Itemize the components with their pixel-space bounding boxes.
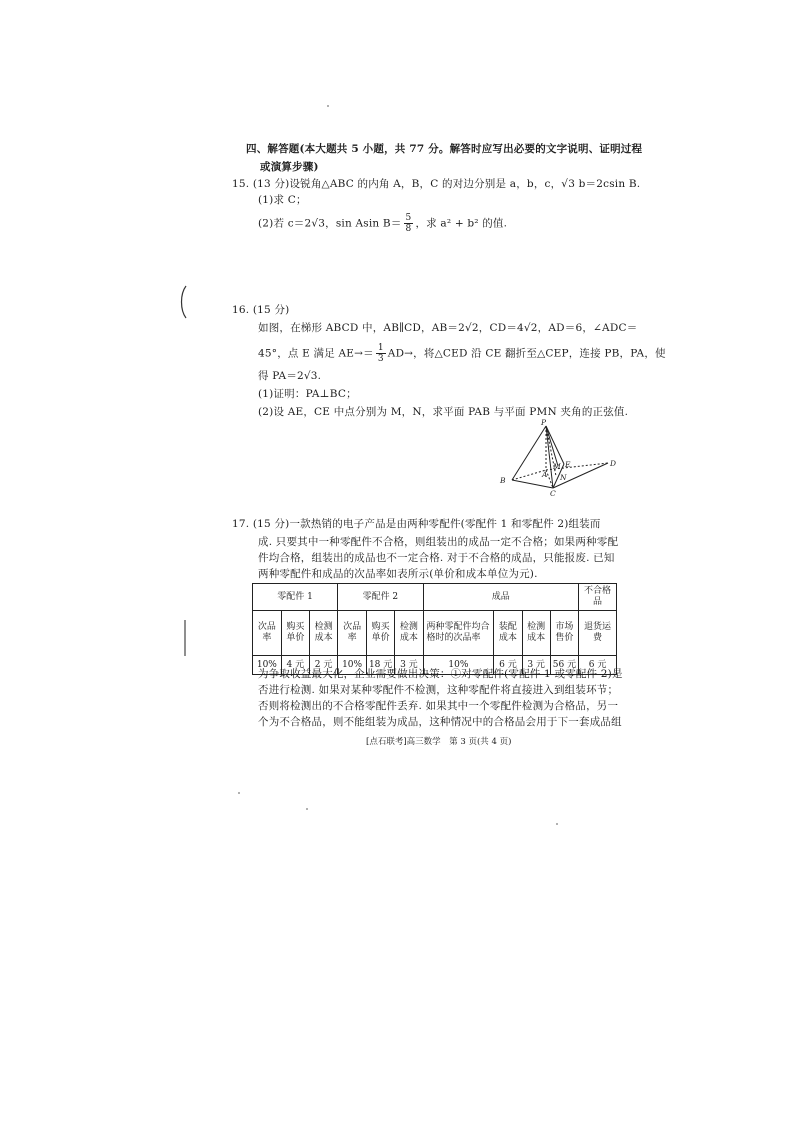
q16-part1: (1)证明：PA⊥BC； bbox=[258, 388, 357, 400]
q16-line1: 如图，在梯形 ABCD 中，AB∥CD，AB＝2√2，CD＝4√2，AD＝6，∠ADC＝ bbox=[258, 322, 638, 334]
q16-frac-num: 1 bbox=[377, 343, 384, 353]
q17-after3: 否则将检测出的不合格零配件丢弃. 如果其中一个零配件检测为合格品，另一 bbox=[258, 700, 619, 712]
section-title: 四、解答题(本大题共 5 小题，共 77 分。解答时应写出必要的文字说明、证明过程 bbox=[246, 143, 643, 155]
q17-after4: 个为不合格品，则不能组装为成品，这种情况中的合格品会用于下一套成品组 bbox=[258, 716, 622, 728]
table-header-cell: 次品率 bbox=[338, 611, 367, 656]
q16-score: (15 分) bbox=[252, 304, 290, 316]
table-header-cell: 两种零配件均合格时的次品率 bbox=[423, 611, 494, 656]
q16-line2-text-b: AD→，将△CED 沿 CE 翻折至△CEP，连接 PB，PA，使 bbox=[387, 347, 666, 360]
q15-frac-num: 5 bbox=[405, 213, 412, 223]
q17-line4: 两种零配件和成品的次品率如表所示(单价和成本单位为元). bbox=[258, 568, 538, 580]
table-header-cell: 次品率 bbox=[253, 611, 282, 656]
q15-stem bbox=[232, 177, 640, 191]
scan-speck bbox=[306, 808, 308, 810]
section-title-cont: 或演算步骤) bbox=[260, 161, 319, 173]
q15-part2-text-a: (2)若 c＝2√3，sin Asin B＝ bbox=[258, 217, 402, 230]
q15-part1: (1)求 C； bbox=[258, 194, 307, 206]
table-header-cell: 装配成本 bbox=[494, 611, 522, 656]
scan-speck bbox=[556, 823, 558, 825]
q15-frac-den: 8 bbox=[405, 224, 412, 234]
group-product: 成品 bbox=[423, 584, 579, 611]
table-cell: 56 元 bbox=[550, 656, 578, 675]
q15-part2-text-b: ，求 a² + b² 的值. bbox=[415, 217, 508, 230]
table-cell: 6 元 bbox=[579, 656, 617, 675]
q15-stem-text: (13 分)设锐角△ABC 的内角 A，B，C 的对边分别是 a，b，c，√3 b＝2csin B. bbox=[252, 178, 641, 190]
q15-part2 bbox=[258, 213, 507, 234]
table-cell: 3 元 bbox=[395, 656, 423, 675]
q16-header bbox=[232, 303, 289, 317]
q17-line1-text: (15 分)一款热销的电子产品是由两种零配件(零配件 1 和零配件 2)组装而 bbox=[252, 518, 601, 530]
table-header-cell: 检测成本 bbox=[522, 611, 550, 656]
q16-line3: 得 PA＝2√3. bbox=[258, 370, 322, 382]
label-c: C bbox=[550, 489, 556, 498]
q15-number: 15. bbox=[232, 178, 250, 190]
label-n: N bbox=[560, 473, 567, 482]
q16-part2: (2)设 AE，CE 中点分别为 M，N，求平面 PAB 与平面 PMN 夹角的正弦值. bbox=[258, 406, 629, 418]
label-m: M bbox=[553, 462, 561, 471]
table-header-cell: 检测成本 bbox=[309, 611, 337, 656]
q17-line1 bbox=[232, 517, 601, 531]
table-header-cell: 购买单价 bbox=[366, 611, 394, 656]
q16-line2-text-a: 45°，点 E 满足 AE→＝ bbox=[258, 347, 374, 360]
table-cell: 10% bbox=[423, 656, 494, 675]
binding-mark bbox=[180, 618, 190, 658]
q17-after1: 为争取收益最大化，企业需要做出决策：①对零配件(零配件 1 或零配件 2)是 bbox=[258, 668, 623, 680]
defect-rate-table bbox=[252, 583, 617, 675]
group-defective: 不合格品 bbox=[579, 584, 617, 611]
group-part2: 零配件 2 bbox=[338, 584, 423, 611]
table-cell: 2 元 bbox=[309, 656, 337, 675]
table-cell: 10% bbox=[338, 656, 367, 675]
table-group-row bbox=[253, 584, 617, 611]
q16-line2 bbox=[258, 343, 666, 364]
label-d: D bbox=[610, 459, 617, 468]
table-cell: 18 元 bbox=[366, 656, 394, 675]
q17-line2: 成. 只要其中一种零配件不合格，则组装出的成品一定不合格；如果两种零配 bbox=[258, 536, 619, 548]
q15-fraction bbox=[404, 213, 414, 234]
scan-speck bbox=[327, 105, 329, 107]
q17-number: 17. bbox=[232, 518, 250, 530]
table-cell: 6 元 bbox=[494, 656, 522, 675]
table-header-cell: 退货运费 bbox=[579, 611, 617, 656]
q16-frac-den: 3 bbox=[377, 354, 384, 364]
q17-after2: 否进行检测. 如果对某种零配件不检测，这种零配件将直接进入到组装环节； bbox=[258, 684, 619, 696]
table-header-cell: 市场售价 bbox=[550, 611, 578, 656]
label-b: B bbox=[500, 476, 506, 485]
table-cell: 4 元 bbox=[281, 656, 309, 675]
table-header-cell: 购买单价 bbox=[281, 611, 309, 656]
table-cell: 3 元 bbox=[522, 656, 550, 675]
q16-fraction bbox=[376, 343, 386, 364]
page-footer: [点石联考]高三数学 第 3 页(共 4 页) bbox=[366, 737, 512, 747]
table-header-row bbox=[253, 611, 617, 656]
binding-mark bbox=[176, 284, 190, 320]
q16-number: 16. bbox=[232, 304, 250, 316]
label-p: P bbox=[541, 418, 547, 427]
q17-line3: 件均合格，组装出的成品也不一定合格. 对于不合格的成品，只能报废. 已知 bbox=[258, 552, 615, 564]
label-e: E bbox=[565, 460, 571, 469]
label-a: A bbox=[542, 470, 548, 479]
scan-speck bbox=[238, 792, 240, 794]
table-cell: 10% bbox=[253, 656, 282, 675]
table-header-cell: 检测成本 bbox=[395, 611, 423, 656]
group-part1: 零配件 1 bbox=[253, 584, 338, 611]
q16-pyramid-figure bbox=[496, 418, 622, 500]
